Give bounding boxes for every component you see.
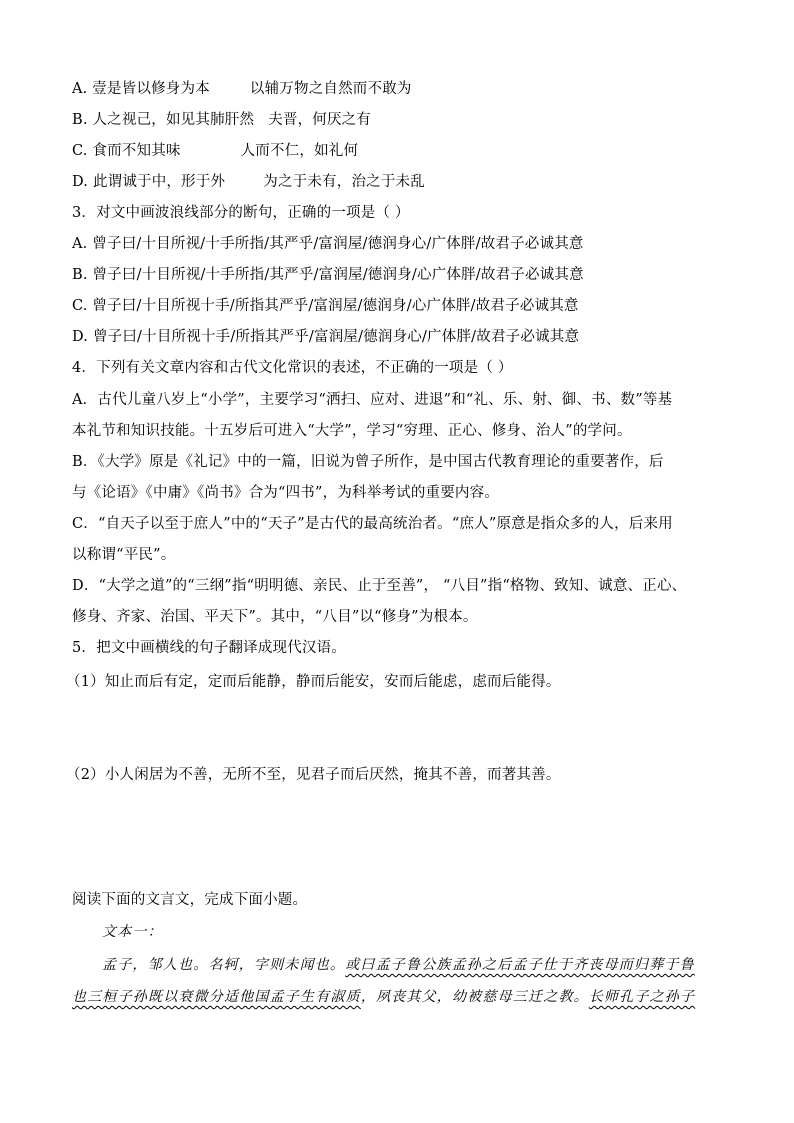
q5-item-1: （1）知止而后有定，定而后能静，静而后能安，安而后能虑，虑而后能得。 <box>66 674 561 690</box>
q4-option-d-line1: D．“大学之道”的“三纲”指“明明德、亲民、止于至善”， “八目”指“格物、致知、诚意、正心、 <box>72 578 687 594</box>
option-label: B. <box>72 112 88 128</box>
option-left-text: 食而不知其味 <box>92 143 181 159</box>
option-label: A. <box>72 236 88 252</box>
option-label: C. <box>72 298 88 314</box>
option-left-text: 此谓诚于中，形于外 <box>92 174 226 190</box>
option-text: 曾子曰/十目所视/十手所指/其严乎/富润屋/德润身/心广体胖/故君子必诚其意 <box>92 267 584 283</box>
text-one-label: 文本一： <box>102 924 163 940</box>
q2-option-d <box>72 173 425 191</box>
q4-stem: 4．下列有关文章内容和古代文化常识的表述，不正确的一项是（ ） <box>72 360 513 376</box>
q4-option-c-line2: 以称谓“平民”。 <box>72 547 176 563</box>
option-label: B. <box>72 267 88 283</box>
option-text: 曾子曰/十目所视十手/所指其严乎/富润屋/德润身/心广体胖/故君子必诚其意 <box>92 298 579 314</box>
q3-stem: 3．对文中画波浪线部分的断句，正确的一项是（ ） <box>72 205 410 221</box>
passage-line-2 <box>72 988 695 1006</box>
q3-option-c <box>72 297 579 315</box>
q2-option-b <box>72 111 371 129</box>
option-text: 曾子曰/十目所视十手/所指其严乎/富润屋/德润身心/广体胖/故君子必诚其意 <box>92 329 580 345</box>
q2-option-a <box>72 80 412 98</box>
passage-plain-text: 孟子，邹人也。名轲，字则未闻也。 <box>102 957 346 973</box>
q4-option-a-line2: 本礼节和知识技能。十五岁后可进入“大学”，学习“穷理、正心、修身、治人”的学问。 <box>72 423 632 439</box>
q3-option-a <box>72 235 584 253</box>
q4-option-b-line2: 与《论语》《中庸》《尚书》合为“四书”，为科举考试的重要内容。 <box>72 485 500 501</box>
option-left-text: 人之视己，如见其肺肝然 <box>92 112 255 128</box>
option-label: C. <box>72 143 88 159</box>
option-right-text: 人而不仁，如礼何 <box>240 143 359 159</box>
option-label: A. <box>72 81 88 97</box>
q3-option-d <box>72 328 579 346</box>
q4-option-c-line1: C．“自天子以至于庶人”中的“天子”是古代的最高统治者。“庶人”原意是指众多的人，后来用 <box>72 516 673 532</box>
q4-option-b-line1: B．《大学》原是《礼记》中的一篇，旧说为曾子所作，是中国古代教育理论的重要著作，后 <box>72 454 664 470</box>
option-right-text: 以辅万物之自然而不敢为 <box>249 81 412 97</box>
q3-option-b <box>72 266 584 284</box>
option-label: D. <box>72 329 89 345</box>
q5-item-2: （2）小人闲居为不善，无所不至，见君子而后厌然，掩其不善，而著其善。 <box>66 767 561 783</box>
q2-option-c <box>72 142 358 160</box>
passage-plain-text: ，夙丧其父，幼被慈母三迁之教。 <box>360 989 589 1005</box>
q4-option-a-line1: A．古代儿童八岁上“小学”，主要学习“洒扫、应对、进退”和“礼、乐、射、御、书、数”等基 <box>72 392 673 408</box>
passage-line-1 <box>102 956 695 974</box>
wavy-underlined-text-tail: 长师孔子之孙子 <box>588 989 696 1005</box>
passage-intro: 阅读下面的文言文，完成下面小题。 <box>72 892 308 908</box>
q5-stem: 5．把文中画横线的句子翻译成现代汉语。 <box>72 640 347 656</box>
option-left-text: 壹是皆以修身为本 <box>92 81 210 97</box>
option-text: 曾子曰/十目所视/十手所指/其严乎/富润屋/德润身心/广体胖/故君子必诚其意 <box>92 236 584 252</box>
option-right-text: 夫晋，何厌之有 <box>268 112 372 128</box>
wavy-underlined-text: 或曰孟子鲁公族孟孙之后孟子仕于齐丧母而归葬于鲁 <box>345 957 695 973</box>
q4-option-d-line2: 修身、齐家、治国、平天下”。其中，“八目”以“修身”为根本。 <box>72 609 478 625</box>
option-right-text: 为之于未有，治之于未乱 <box>263 174 425 190</box>
option-label: D. <box>72 174 89 190</box>
wavy-underlined-text: 也三桓子孙既以衰微分适他国孟子生有淑质 <box>72 989 361 1005</box>
